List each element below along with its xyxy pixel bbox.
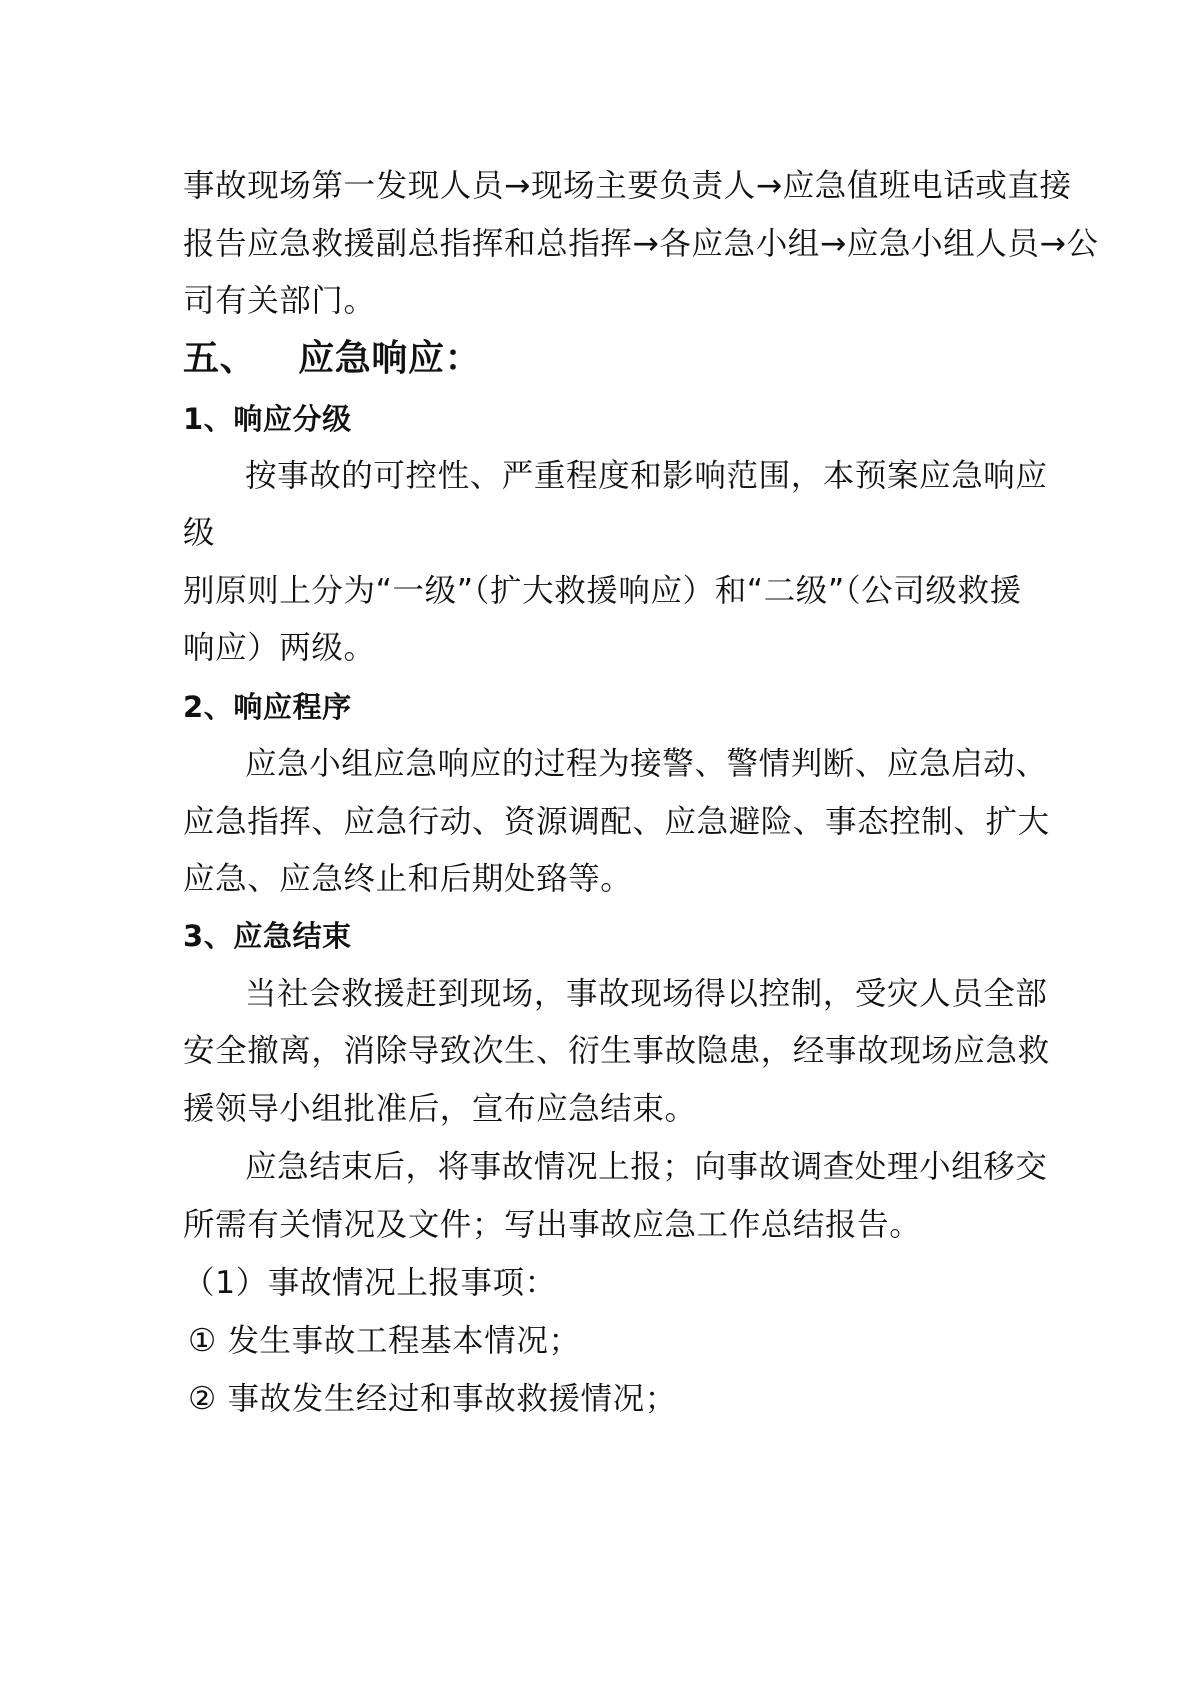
section-number: 五、 [183, 338, 257, 379]
section-heading [183, 337, 481, 381]
body-line: 报告应急救援副总指挥和总指挥→各应急小组→应急小组人员→公 [183, 226, 1099, 262]
subsection-heading: 3、应急结束 [183, 919, 352, 953]
body-line: 级 [183, 515, 216, 551]
list-item: ② 事故发生经过和事故救援情况； [188, 1381, 677, 1417]
body-line: 应急结束后，将事故情况上报；向事故调查处理小组移交 [245, 1149, 1048, 1185]
body-line: 别原则上分为“一级”（扩大救援响应）和“二级”（公司级救援 [183, 573, 1022, 609]
body-line: 安全撤离，消除导致次生、衍生事故隐患，经事故现场应急救 [183, 1033, 1050, 1069]
list-item: ① 发生事故工程基本情况； [188, 1323, 581, 1359]
subsection-heading: 2、响应程序 [183, 690, 352, 724]
body-line: 响应）两级。 [183, 630, 376, 666]
body-line: 应急指挥、应急行动、资源调配、应急避险、事态控制、扩大 [183, 804, 1050, 840]
body-line: 应急小组应急响应的过程为接警、警情判断、应急启动、 [245, 746, 1048, 782]
body-line: 司有关部门。 [183, 283, 376, 319]
body-line: 应急、应急终止和后期处臵等。 [183, 861, 633, 897]
section-title: 应急响应： [298, 338, 482, 379]
body-line: 事故现场第一发现人员→现场主要负责人→应急值班电话或直接 [183, 168, 1072, 204]
body-line: 所需有关情况及文件；写出事故应急工作总结报告。 [183, 1207, 922, 1243]
subsection-heading: 1、响应分级 [183, 402, 352, 436]
body-line: 按事故的可控性、严重程度和影响范围，本预案应急响应 [245, 458, 1048, 494]
list-heading: （1）事故情况上报事项： [183, 1265, 557, 1301]
body-line: 当社会救援赶到现场，事故现场得以控制，受灾人员全部 [245, 976, 1048, 1012]
body-line: 援领导小组批准后，宣布应急结束。 [183, 1091, 697, 1127]
